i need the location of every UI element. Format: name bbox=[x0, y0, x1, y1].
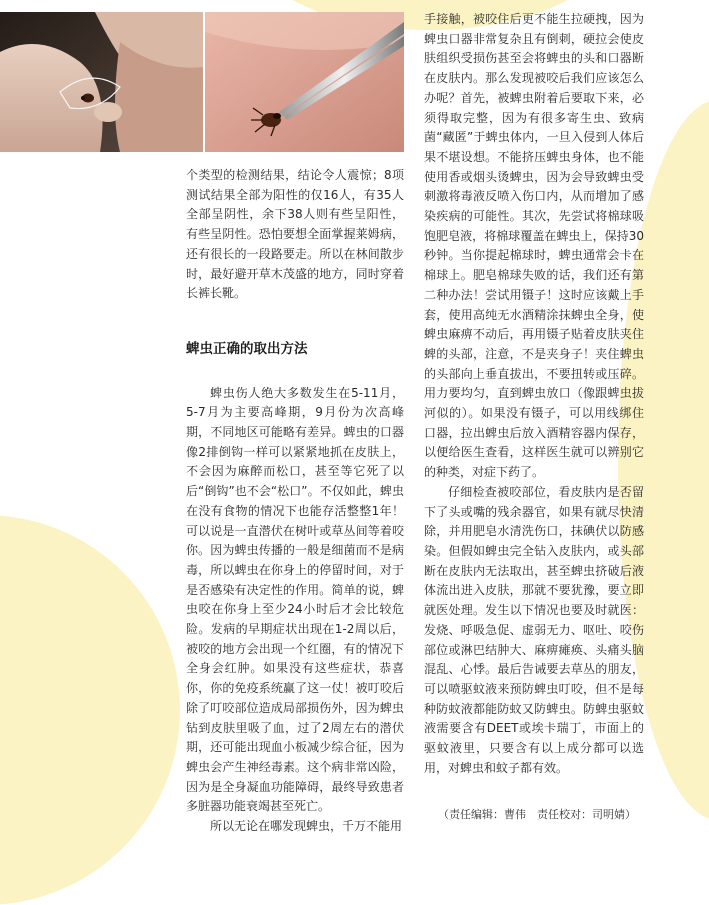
body-paragraph-1: 蜱虫伤人绝大多数发生在5-11月，5-7月为主要高峰期，9月份为次高峰期，不同地区可能略有差异。蜱虫的口器像2排倒钩一样可以紧紧地抓在皮肤上，不会因为麻醉而松口，甚至等它死了以后“倒钩”也不会“松口”。不仅如此，蜱虫在没有食物的情况下也能存活整整1年！可以说是一直潜伏在树叶或草丛间等着咬你。因为蜱虫传播的一般是细菌而不是病毒，所以蜱虫在你身上的停留时间，对于是否感染有决定性的作用。简单的说，蜱虫咬在你身上至少24小时后才会比较危险。发病的早期症状出现在1-2周以后，被咬的地方会出现一个红圈，有的情况下全身会红肿。如果没有这些症状，恭喜你，你的免疫系统赢了这一仗！被叮咬后除了叮咬部位造成局部损伤外，因为蜱虫钻到皮肤里吸了血，过了2周左右的潜伏期，还可能出现血小板减少综合征，因为蜱虫会产生神经毒素。这个病非常凶险，因为是全身凝血功能障碍，最终导致患者多脏器功能衰竭甚至死亡。 bbox=[186, 385, 404, 814]
article-column-2 bbox=[424, 10, 644, 778]
article-column-1 bbox=[186, 166, 404, 837]
decorative-blob-bottom-left bbox=[0, 515, 180, 905]
body-paragraph-2: 所以无论在哪发现蜱虫，千万不能用 bbox=[210, 819, 403, 834]
editor-credit: （责任编辑：曹伟 责任校对：司明婧） bbox=[438, 808, 636, 821]
tick-on-skin-photo bbox=[0, 12, 203, 152]
body-paragraph-3: 手接触，被咬住后更不能生拉硬拽，因为蜱虫口器非常复杂且有倒刺，硬拉会使皮肤组织受损伤甚至会将蜱虫的头和口器断在皮肤内。那么发现被咬后我们应该怎么办呢？首先，被蜱虫附着后要取下来，必须得取完整，因为有很多寄生虫、致病菌“藏匿”于蜱虫体内，一旦入侵到人体后果不堪设想。不能挤压蜱虫身体，也不能使用香或烟头烫蜱虫，因为会导致蜱虫受刺激将毒液反喷入伤口内，从而增加了感染疾病的可能性。其次，先尝试将棉球吸饱肥皂液，将棉球覆盖在蜱虫上，保持30秒钟。当你提起棉球时，蜱虫通常会卡在棉球上。肥皂棉球失败的话，我们还有第二种办法！尝试用镊子！这时应该戴上手套，使用高纯无水酒精涂抹蜱虫全身，使蜱虫麻痹不动后，再用镊子贴着皮肤夹住蜱的头部，注意，不是夹身子！夹住蜱虫的头部向上垂直拔出，不要扭转或压碎。用力要均匀，直到蜱虫放口（像跟蜱虫拔河似的）。如果没有镊子，可以用线绑住口器，拉出蜱虫后放入酒精容器内保存，以便给医生查看，这样医生就可以辨别它的种类，对症下药了。 bbox=[424, 12, 644, 480]
tick-tweezers-photo bbox=[205, 12, 404, 152]
section-heading: 蜱虫正确的取出方法 bbox=[186, 340, 308, 357]
body-paragraph-4: 仔细检查被咬部位，看皮肤内是否留下了头或嘴的残余器官，如果有就尽快清除，并用肥皂水清洗伤口，抹碘伏以防感染。但假如蜱虫完全钻入皮肤内，或头部断在皮肤内无法取出，甚至蜱虫挤破后液体流出进入皮肤，那就不要犹豫，要立即就医处理。发生以下情况也要及时就医：发烧、呼吸急促、虚弱无力、呕吐、咬伤部位或淋巴结肿大、麻痹瘫痪、头痛头脑混乱、心悸。最后告诫要去草丛的朋友，可以喷驱蚊液来预防蜱虫叮咬，但不是每种防蚊液都能防蚊又防蜱虫。防蜱虫驱蚊液需要含有DEET或埃卡瑞丁，市面上的驱蚊液里，只要含有以上成分都可以选用，对蜱虫和蚊子都有效。 bbox=[424, 484, 644, 775]
intro-paragraph: 个类型的检测结果，结论令人震惊；8项测试结果全部为阳性的仅16人，有35人全部呈阴性，余下38人则有些呈阳性，有些呈阴性。恐怕要想全面掌握莱姆病，还有很长的一段路要走。所以在林间散步时，最好避开草木茂盛的地方，同时穿着长裤长靴。 bbox=[186, 168, 404, 301]
